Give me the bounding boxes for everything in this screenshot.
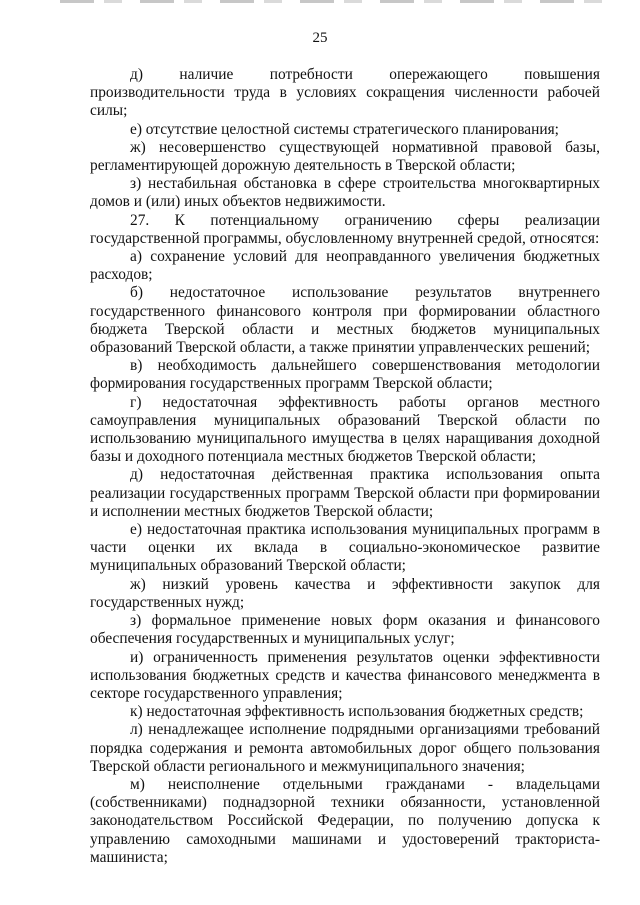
clause-27: 27. К потенциальному ограничению сферы реализации государственной программы, обусловленному внутренней средой, относятся: (90, 211, 600, 247)
list-item-e: е) отсутствие целостной системы стратегического планирования; (130, 120, 559, 138)
page-number: 25 (312, 30, 328, 46)
list-item-z: з) нестабильная обстановка в сфере строительства многоквартирных домов и (или) иных объектов недвижимости. (90, 175, 600, 211)
clause-27-item-k: к) недостаточная эффективность использования бюджетных средств; (130, 703, 584, 721)
list-item-d: д) наличие потребности опережающего повышения производительности труда в условиях сокращения численности рабочей силы; (90, 66, 600, 120)
clause-27-item-m: м) неисполнение отдельными гражданами - владельцами (собственниками) поднадзорной техники обязанности, установленной законодательством Российской Федерации, по получению допуска к управлению самоходными машинами и удостоверений тракториста-машиниста; (90, 775, 600, 866)
document-body (90, 66, 600, 867)
clause-27-item-v: в) необходимость дальнейшего совершенствования методологии формирования государственных программ Тверской области; (90, 357, 600, 393)
clause-27-item-a: а) сохранение условий для неоправданного увеличения бюджетных расходов; (90, 248, 600, 284)
clause-27-item-z: з) формальное применение новых форм оказания и финансового обеспечения государственных и муниципальных услуг; (90, 612, 600, 648)
clause-27-item-d: д) недостаточная действенная практика использования опыта реализации государственных программ Тверской области при формировании и исполнении местных бюджетов Тверской области; (90, 466, 600, 520)
clause-27-item-e: е) недостаточная практика использования муниципальных программ в части оценки их вклада в социально-экономическое развитие муниципальных образований Тверской области; (90, 521, 600, 575)
list-item-zh: ж) несовершенство существующей нормативной правовой базы, регламентирующей дорожную деятельность в Тверской области; (90, 138, 600, 175)
scan-edge-line (60, 0, 620, 3)
clause-27-item-b: б) недостаточное использование результатов внутреннего государственного финансового контроля при формировании областного бюджета Тверской области и местных бюджетов муниципальных образований Тверской области, а также принятии управленческих решений; (90, 284, 600, 357)
clause-27-item-i: и) ограниченность применения результатов оценки эффективности использования бюджетных средств и качества финансового менеджмента в секторе государственного управления; (90, 648, 600, 702)
clause-27-item-zh: ж) низкий уровень качества и эффективности закупок для государственных нужд; (90, 575, 600, 611)
clause-27-item-g: г) недостаточная эффективность работы органов местного самоуправления муниципальных образований Тверской области по использованию муниципального имущества в целях наращивания доходной базы и доходного потенциала местных бюджетов Тверской области; (90, 393, 600, 466)
clause-27-item-l: л) ненадлежащее исполнение подрядными организациями требований порядка содержания и ремонта автомобильных дорог общего пользования Тверской области регионального и межмуниципального значения; (90, 721, 600, 775)
